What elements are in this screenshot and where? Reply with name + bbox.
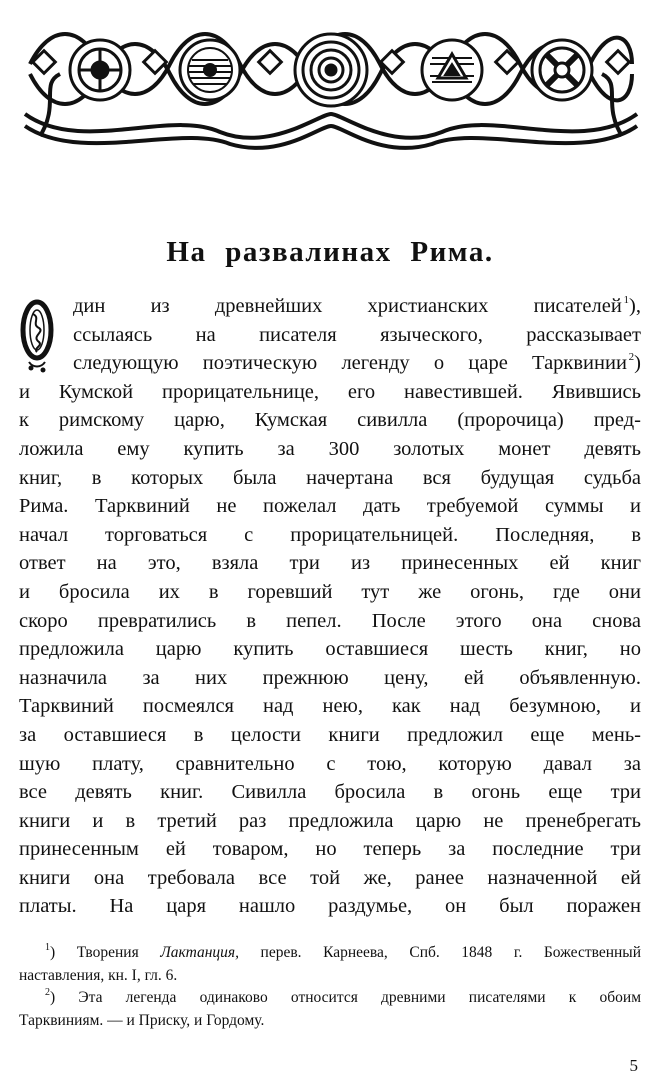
paragraph-line: платы. На царя нашло раздумье, он был поражен [19, 895, 641, 918]
main-paragraph [19, 292, 641, 921]
footnote-number: 1 [45, 942, 50, 953]
page-number: 5 [629, 1056, 638, 1075]
paragraph-line: скоро превратились в пепел. После этого она снова [19, 609, 641, 632]
footnote-marker: 2 [628, 351, 635, 364]
paragraph-line: к римскому царю, Кумская сивилла (пророчица) пред- [19, 409, 641, 432]
paragraph-line: следующую поэтическую легенду о царе Тарквинии $^2$) [73, 351, 641, 375]
footnote-line: Тарквиниям. — и Приску, и Гордому. [19, 1011, 265, 1029]
paragraph-line: принесенным ей товаром, но теперь за последние три [19, 838, 641, 861]
paragraph-line: книги и в третий раз предложила царю не пренебрегать [19, 809, 641, 832]
paragraph-line: книг, в которых была начертана вся будущая судьба [19, 466, 641, 489]
paragraph-line: и бросила их в горевший тут же огонь, где они [19, 580, 641, 603]
paragraph-line: начал торговаться с прорицательницей. Последняя, в [19, 523, 641, 546]
paragraph-line: и Кумской прорицательнице, его навестившей. Явившись [19, 380, 641, 403]
paragraph-line: назначила за них прежнюю цену, ей объявленную. [19, 666, 641, 689]
footnote-2 [19, 987, 641, 1032]
paragraph-line: дин из древнейших христианских писателей $^1$), [73, 294, 641, 317]
paragraph-line: шую плату, сравнительно с тою, которую давал за [19, 752, 641, 775]
paragraph-line: предложила царю купить оставшиеся шесть книг, но [19, 638, 641, 661]
paragraph-line: книги она требовала все той же, ранее назначенной ей [19, 866, 641, 889]
paragraph-line: ответ на это, взяла три из принесенных ей книг [19, 552, 641, 575]
paragraph-line: Тарквиний посмеялся над нею, как над безумною, и [19, 695, 641, 718]
author-name: Лактанция, [160, 944, 239, 961]
footnote-number: 2 [45, 987, 50, 998]
paragraph-line: ложила ему купить за 300 золотых монет девять [19, 437, 641, 460]
paragraph-line: Рима. Тарквиний не пожелал дать требуемой суммы и [19, 495, 641, 518]
celtic-knot-ornament-icon [20, 14, 642, 152]
footnote-line: $^1$) Творения Лактанция, перев. Карнеева, Спб. 1848 г. Божественный [45, 942, 641, 961]
paragraph-line: за оставшиеся в целости книги предложил еще мень- [19, 723, 641, 746]
chapter-title: На развалинах Рима. [166, 236, 494, 268]
paragraph-line: ссылаясь на писателя языческого, рассказывает [73, 323, 641, 346]
footnote-line: $^2$) Эта легенда одинаково относится древними писателями к обоим [45, 987, 641, 1006]
footnote-marker: 1 [623, 294, 630, 306]
footnotes [19, 942, 641, 1032]
footnote-1 [19, 942, 641, 987]
footnote-line: наставления, кн. I, гл. 6. [19, 966, 178, 984]
paragraph-line: все девять книг. Сивилла бросила в огонь еще три [19, 781, 641, 804]
